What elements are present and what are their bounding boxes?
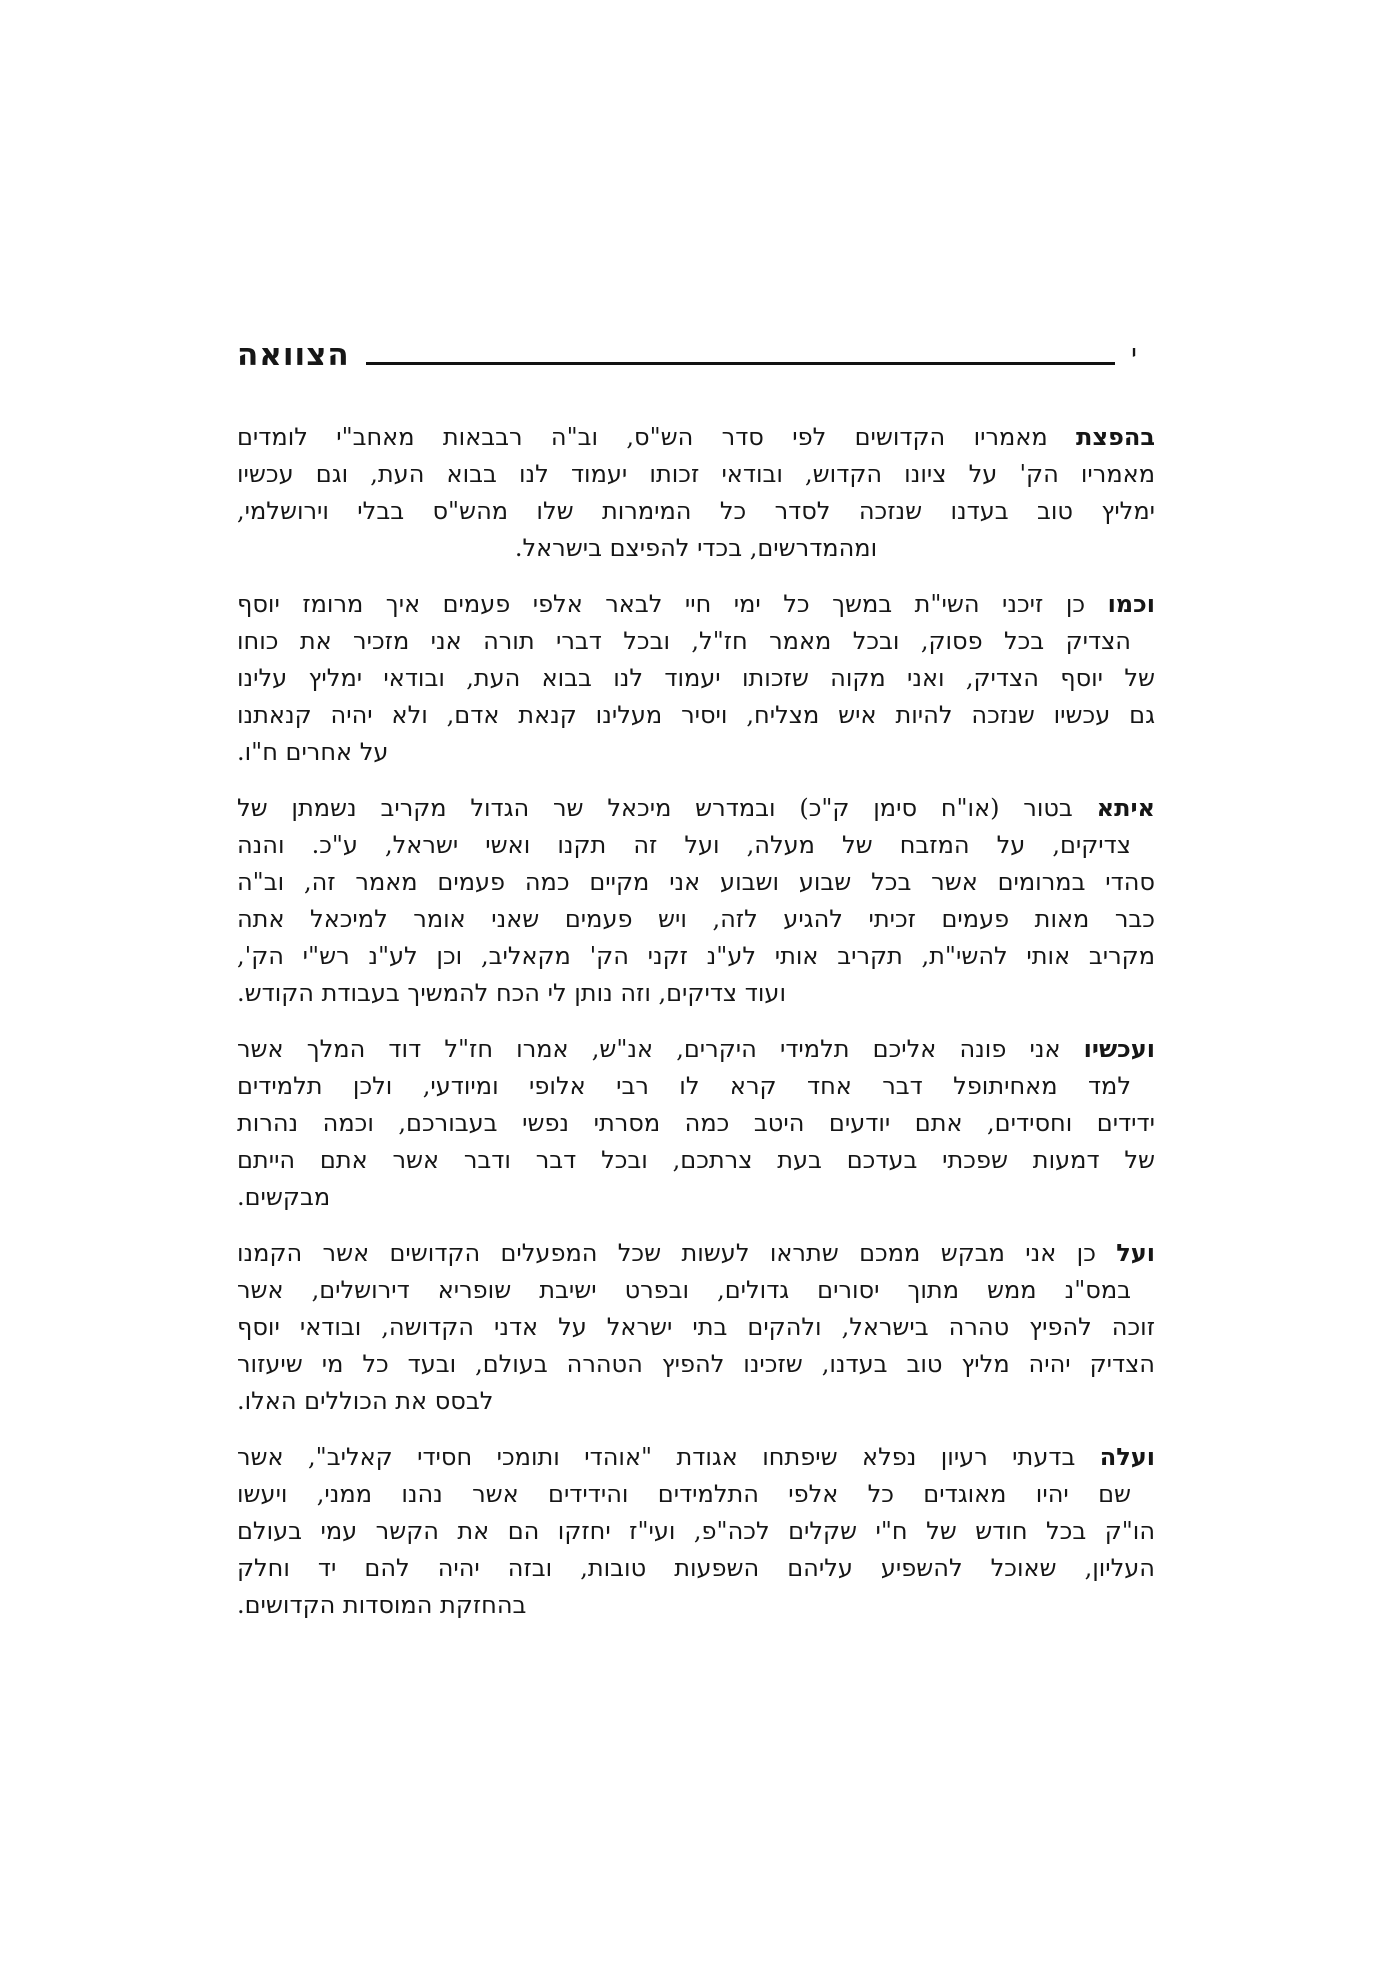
text-line: ידידים וחסידים, אתם יודעים היטב כמה מסרתי נפשי בעבורכם, וכמה נהרות (237, 1109, 1155, 1137)
text-line: גם עכשיו שנזכה להיות איש מצליח, ויסיר מעלינו קנאת אדם, ולא יהיה קנאתנו (237, 701, 1155, 729)
text-line: הצדיק בכל פסוק, ובכל מאמר חז"ל, ובכל דברי תורה אני מזכיר את כוחו (237, 627, 1131, 655)
text-line: על אחרים ח"ו. (237, 738, 389, 766)
page-header (237, 337, 1155, 373)
paragraph-opening-word: ועכשיו (1083, 1034, 1155, 1063)
text-line: ועכשיו אני פונה אליכם תלמידי היקרים, אנ"ש, אמרו חז"ל דוד המלך אשר (237, 1034, 1155, 1063)
text-line: לבסס את הכוללים האלו. (237, 1387, 494, 1415)
text-line: מאמריו הק' על ציונו הקדוש, ובודאי זכותו יעמוד לנו בבוא העת, וגם עכשיו (237, 460, 1155, 488)
paragraph-opening-word: ועל (1116, 1238, 1155, 1267)
text-line: של דמעות שפכתי בעדכם בעת צרתכם, ובכל דבר ודבר אשר אתם הייתם (237, 1146, 1156, 1174)
text-line: איתא בטור (או"ח סימן ק"כ) ובמדרש מיכאל שר הגדול מקריב נשמתן של (237, 793, 1155, 822)
text-line: ועלה בדעתי רעיון נפלא שיפתחו אגודת "אוהדי ותומכי חסידי קאליב", אשר (237, 1442, 1155, 1471)
text-line: הו"ק בכל חודש של ח"י שקלים לכה"פ, ועי"ז יחזקו הם את הקשר עמי בעולם (237, 1517, 1155, 1545)
text-line: צדיקים, על המזבח של מעלה, ועל זה תקנו ואשי ישראל, ע"כ. והנה (237, 831, 1131, 859)
paragraph (237, 585, 1155, 771)
text-line: וכמו כן זיכני השי"ת במשך כל ימי חיי לבאר אלפי פעמים איך מרומז יוסף (237, 589, 1155, 618)
body-text (237, 418, 1155, 1642)
text-line: ועוד צדיקים, וזה נותן לי הכח להמשיך בעבודת הקודש. (237, 979, 786, 1007)
paragraph (237, 1438, 1155, 1624)
paragraph (237, 1234, 1155, 1420)
text-line: שם יהיו מאוגדים כל אלפי התלמידים והידידים אשר נהנו ממני, ויעשו (237, 1480, 1131, 1508)
text-line: מקריב אותי להשי"ת, תקריב אותי לע"נ זקני הק' מקאליב, וכן לע"נ רש"י הק', (237, 942, 1155, 970)
paragraph-opening-word: וכמו (1107, 589, 1155, 618)
text-line: העליון, שאוכל להשפיע עליהם השפעות טובות, ובזה יהיה להם יד וחלק (237, 1554, 1155, 1582)
text-line: ימליץ טוב בעדנו שנזכה לסדר כל המימרות שלו מהש"ס בבלי וירושלמי, (237, 497, 1155, 525)
text-line: למד מאחיתופל דבר אחד קרא לו רבי אלופי ומיודעי, ולכן תלמידים (237, 1072, 1131, 1100)
page-number: י (1131, 339, 1137, 369)
paragraph (237, 418, 1155, 567)
paragraph-opening-word: בהפצת (1076, 422, 1155, 451)
chapter-title: הצוואה (237, 337, 350, 373)
text-line: סהדי במרומים אשר בכל שבוע ושבוע אני מקיים כמה פעמים מאמר זה, וב"ה (237, 868, 1155, 896)
paragraph (237, 789, 1155, 1012)
text-line: כבר מאות פעמים זכיתי להגיע לזה, ויש פעמים שאני אומר למיכאל אתה (237, 905, 1155, 933)
header-rule (366, 362, 1115, 365)
paragraph-opening-word: איתא (1096, 793, 1155, 822)
text-line: בהפצת מאמריו הקדושים לפי סדר הש"ס, וב"ה רבבאות מאחב"י לומדים (237, 422, 1155, 451)
paragraph-opening-word: ועלה (1099, 1442, 1155, 1471)
text-line: זוכה להפיץ טהרה בישראל, ולהקים בתי ישראל על אדני הקדושה, ובודאי יוסף (237, 1313, 1155, 1341)
text-line: ועל כן אני מבקש ממכם שתראו לעשות שכל המפעלים הקדושים אשר הקמנו (237, 1238, 1155, 1267)
text-line: ומהמדרשים, בכדי להפיצם בישראל. (514, 534, 878, 562)
text-line: מבקשים. (237, 1183, 331, 1211)
text-line: במס"נ ממש מתוך יסורים גדולים, ובפרט ישיבת שופריא דירושלים, אשר (237, 1276, 1131, 1304)
paragraph (237, 1030, 1155, 1216)
text-line: הצדיק יהיה מליץ טוב בעדנו, שזכינו להפיץ הטהרה בעולם, ובעד כל מי שיעזור (237, 1350, 1155, 1378)
text-line: בהחזקת המוסדות הקדושים. (237, 1591, 527, 1619)
text-line: של יוסף הצדיק, ואני מקוה שזכותו יעמוד לנו בבוא העת, ובודאי ימליץ עלינו (237, 664, 1155, 692)
